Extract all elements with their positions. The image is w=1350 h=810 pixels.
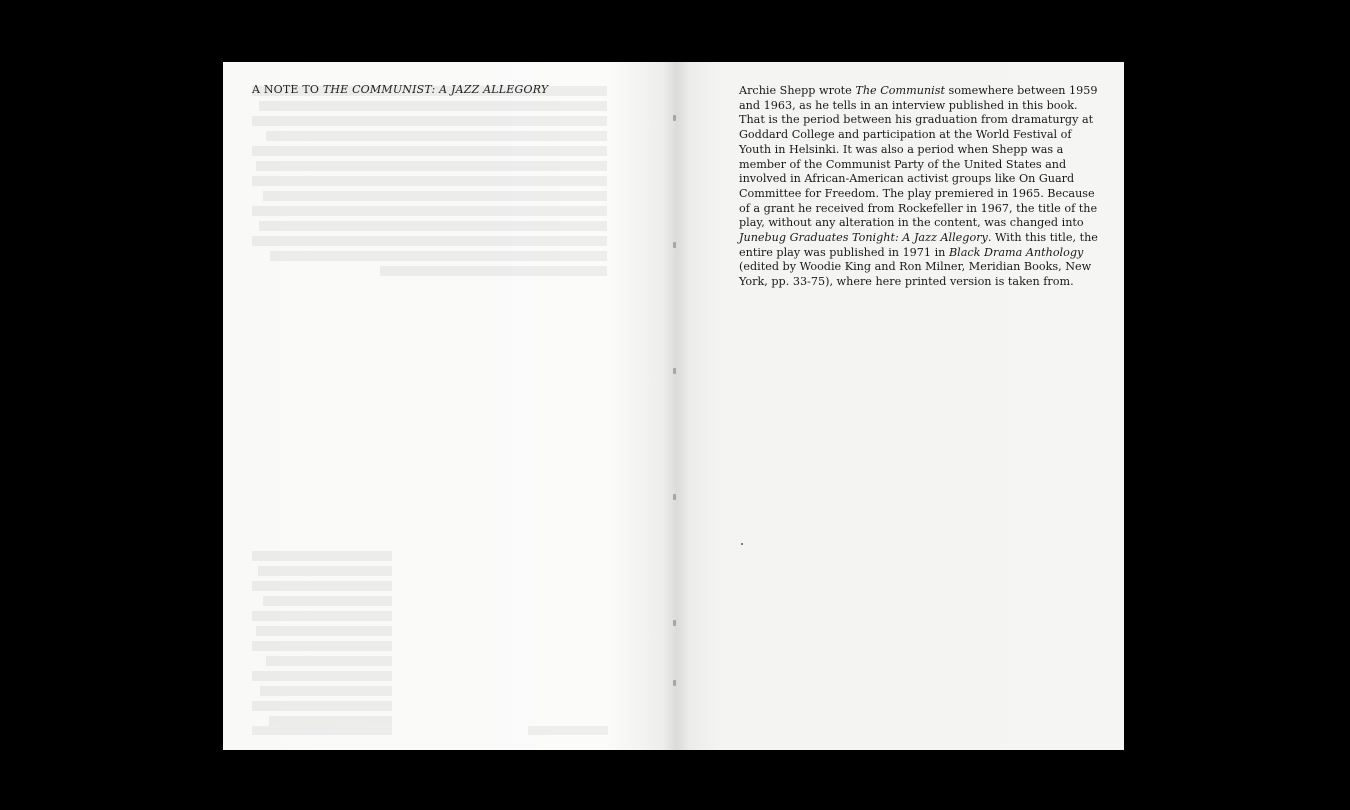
paper-speck xyxy=(741,543,743,545)
italic-title-junebug: Junebug Graduates Tonight: A Jazz Allegory xyxy=(739,231,988,245)
text-run: Archie Shepp wrote xyxy=(739,84,856,97)
show-through-caption xyxy=(252,546,392,731)
show-through-text xyxy=(252,81,607,281)
show-through-footer xyxy=(252,726,392,735)
running-head-prefix: A NOTE TO xyxy=(252,83,323,96)
right-page xyxy=(676,62,1124,750)
italic-title-the-communist: The Communist xyxy=(855,84,945,97)
body-paragraph xyxy=(739,84,1099,290)
text-run: (edited by Woodie King and Ron Milner, Meridian Books, New York, pp. 33-75), where here printed version is taken from. xyxy=(739,260,1092,289)
italic-title-black-drama-anthology: Black Drama Anthology xyxy=(948,245,1084,259)
running-head xyxy=(252,83,548,96)
book-spread xyxy=(223,62,1124,750)
text-run: . With this title, the entire play was published in 1971 in xyxy=(739,231,1098,259)
left-page xyxy=(223,62,676,750)
text-run: somewhere between 1959 and 1963, as he tells in an interview published in this book. That is the period between his graduation from dramaturgy at Goddard College and participation at the World Festival of Youth in Helsinki. It was also a period when Shepp was a member of the Communist Party of the United States and involved in African-American activist groups like On Guard Committee for Freedom. The play premiered in 1965. Because of a grant he received from Rockefeller in 1967, the title of the play, without any alteration in the content, was changed into xyxy=(739,84,1098,230)
show-through-page-number xyxy=(528,726,608,735)
running-head-title: THE COMMUNIST: A JAZZ ALLEGORY xyxy=(322,83,549,96)
